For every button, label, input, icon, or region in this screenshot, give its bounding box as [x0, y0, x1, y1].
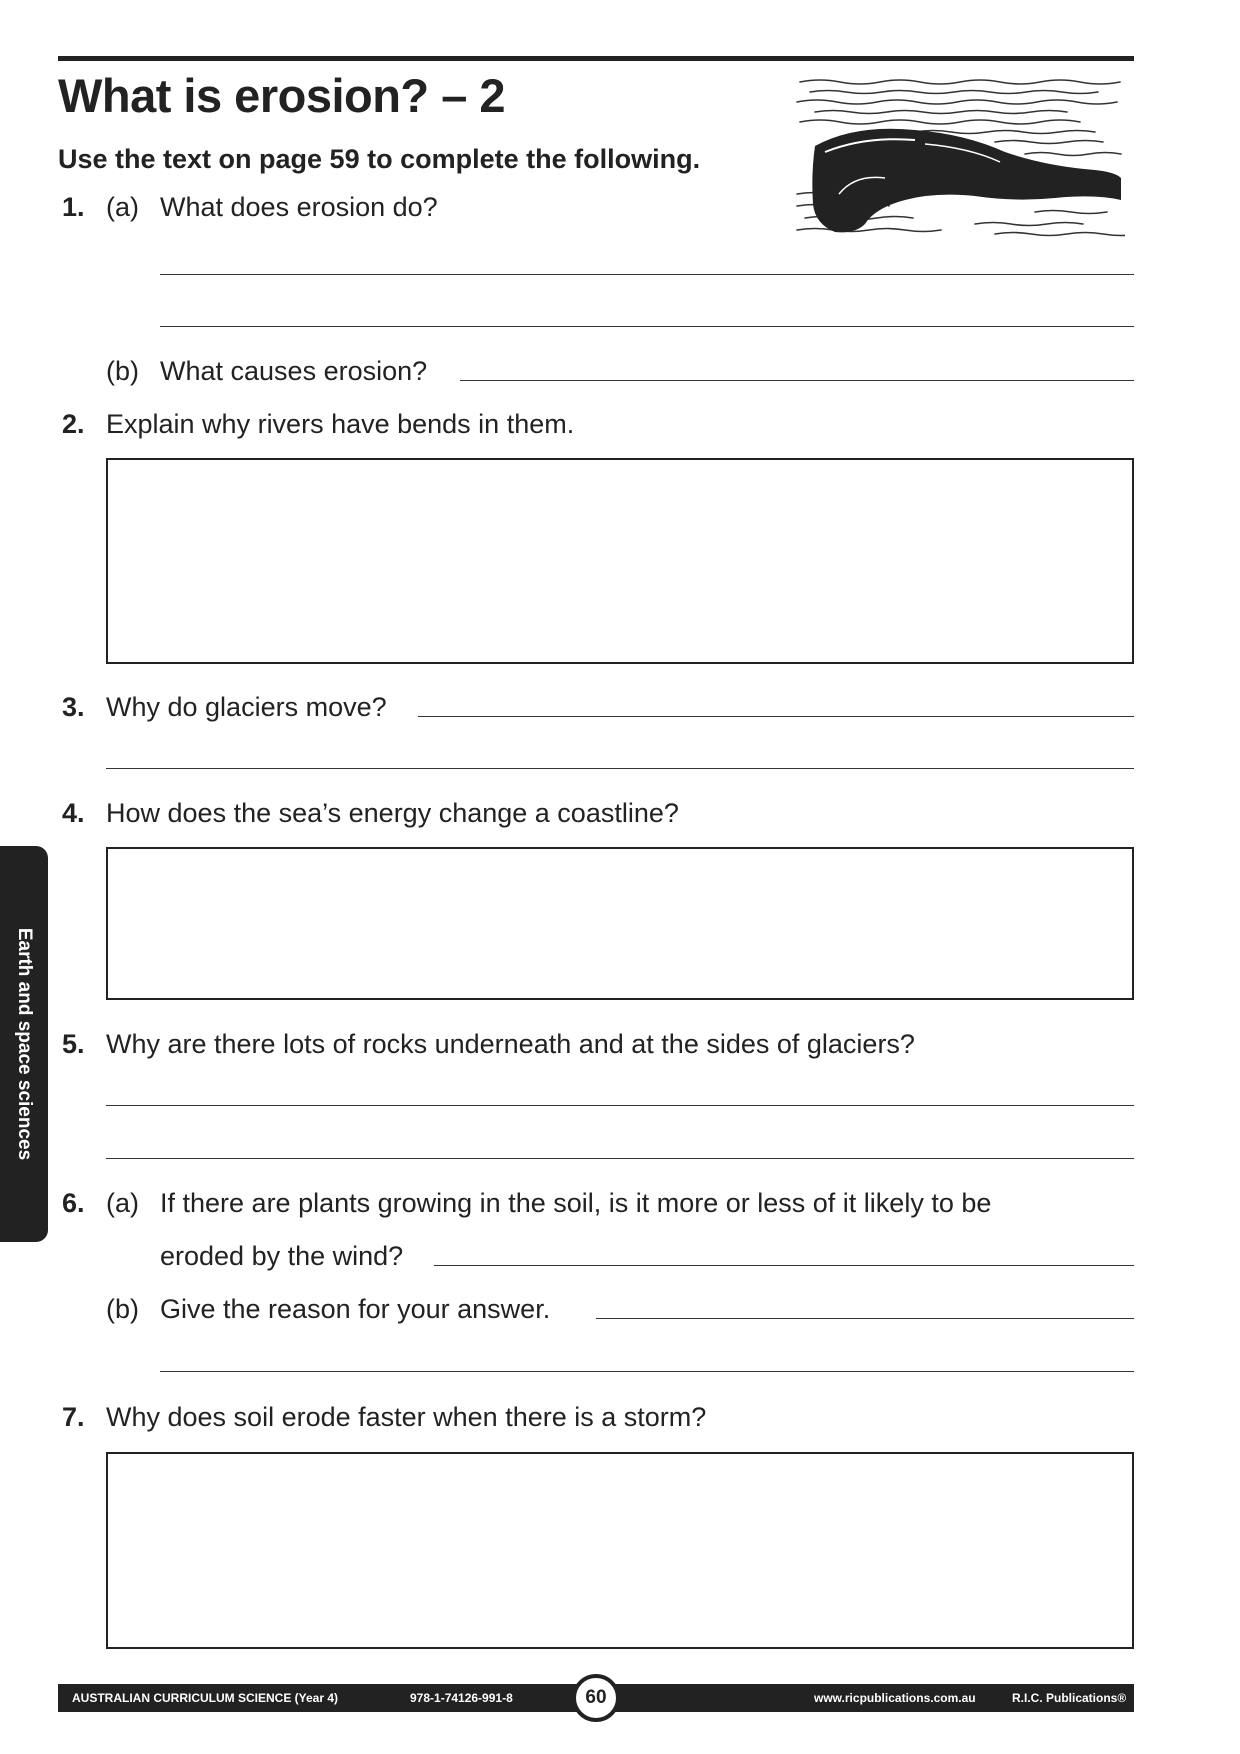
page-number-badge: 60	[572, 1674, 620, 1722]
question-1b-text: What causes erosion?	[160, 356, 428, 386]
answer-line-1a-1[interactable]	[160, 274, 1134, 275]
question-7-text: Why does soil erode faster when there is a storm?	[106, 1402, 707, 1432]
question-6b-text: Give the reason for your answer.	[160, 1294, 551, 1324]
answer-line-3-1[interactable]	[418, 716, 1134, 717]
question-part-label: (a)	[106, 192, 139, 222]
footer-website[interactable]: www.ricpublications.com.au	[814, 1691, 976, 1705]
question-1a-text: What does erosion do?	[160, 192, 438, 222]
question-number: 1.	[62, 192, 85, 222]
answer-box-2[interactable]	[106, 458, 1134, 664]
question-5-text: Why are there lots of rocks underneath and at the sides of glaciers?	[106, 1029, 915, 1059]
side-tab	[0, 846, 48, 1242]
question-number: 3.	[62, 692, 85, 722]
question-4-text: How does the sea’s energy change a coastline?	[106, 798, 679, 828]
answer-box-4[interactable]	[106, 847, 1134, 1000]
coastline-sketch-icon	[795, 74, 1125, 240]
page-title: What is erosion? – 2	[58, 69, 506, 122]
top-rule	[58, 56, 1134, 61]
footer-isbn: 978-1-74126-991-8	[410, 1691, 513, 1705]
answer-line-6b-2[interactable]	[160, 1371, 1134, 1372]
answer-line-1b[interactable]	[460, 380, 1134, 381]
question-part-label: (b)	[106, 356, 139, 386]
answer-line-6b-1[interactable]	[596, 1318, 1134, 1319]
question-3-text: Why do glaciers move?	[106, 692, 387, 722]
footer-publisher: R.I.C. Publications®	[1012, 1691, 1127, 1705]
question-number: 2.	[62, 409, 85, 439]
side-tab-label: Earth and space sciences	[14, 927, 35, 1161]
question-2-text: Explain why rivers have bends in them.	[106, 409, 575, 439]
answer-box-7[interactable]	[106, 1452, 1134, 1649]
answer-line-5-1[interactable]	[106, 1105, 1134, 1106]
footer-series-title: AUSTRALIAN CURRICULUM SCIENCE (Year 4)	[72, 1691, 339, 1705]
question-number: 4.	[62, 798, 85, 828]
question-6a-text-line1: If there are plants growing in the soil, is it more or less of it likely to be	[160, 1188, 992, 1218]
question-number: 5.	[62, 1029, 85, 1059]
question-number: 6.	[62, 1188, 85, 1218]
question-6a-text-line2: eroded by the wind?	[160, 1241, 404, 1271]
question-part-label: (a)	[106, 1188, 139, 1218]
question-part-label: (b)	[106, 1294, 139, 1324]
answer-line-1a-2[interactable]	[160, 326, 1134, 327]
question-number: 7.	[62, 1402, 85, 1432]
answer-line-5-2[interactable]	[106, 1158, 1134, 1159]
answer-line-6a[interactable]	[434, 1265, 1134, 1266]
instruction-text: Use the text on page 59 to complete the following.	[58, 144, 701, 174]
answer-line-3-2[interactable]	[106, 768, 1134, 769]
